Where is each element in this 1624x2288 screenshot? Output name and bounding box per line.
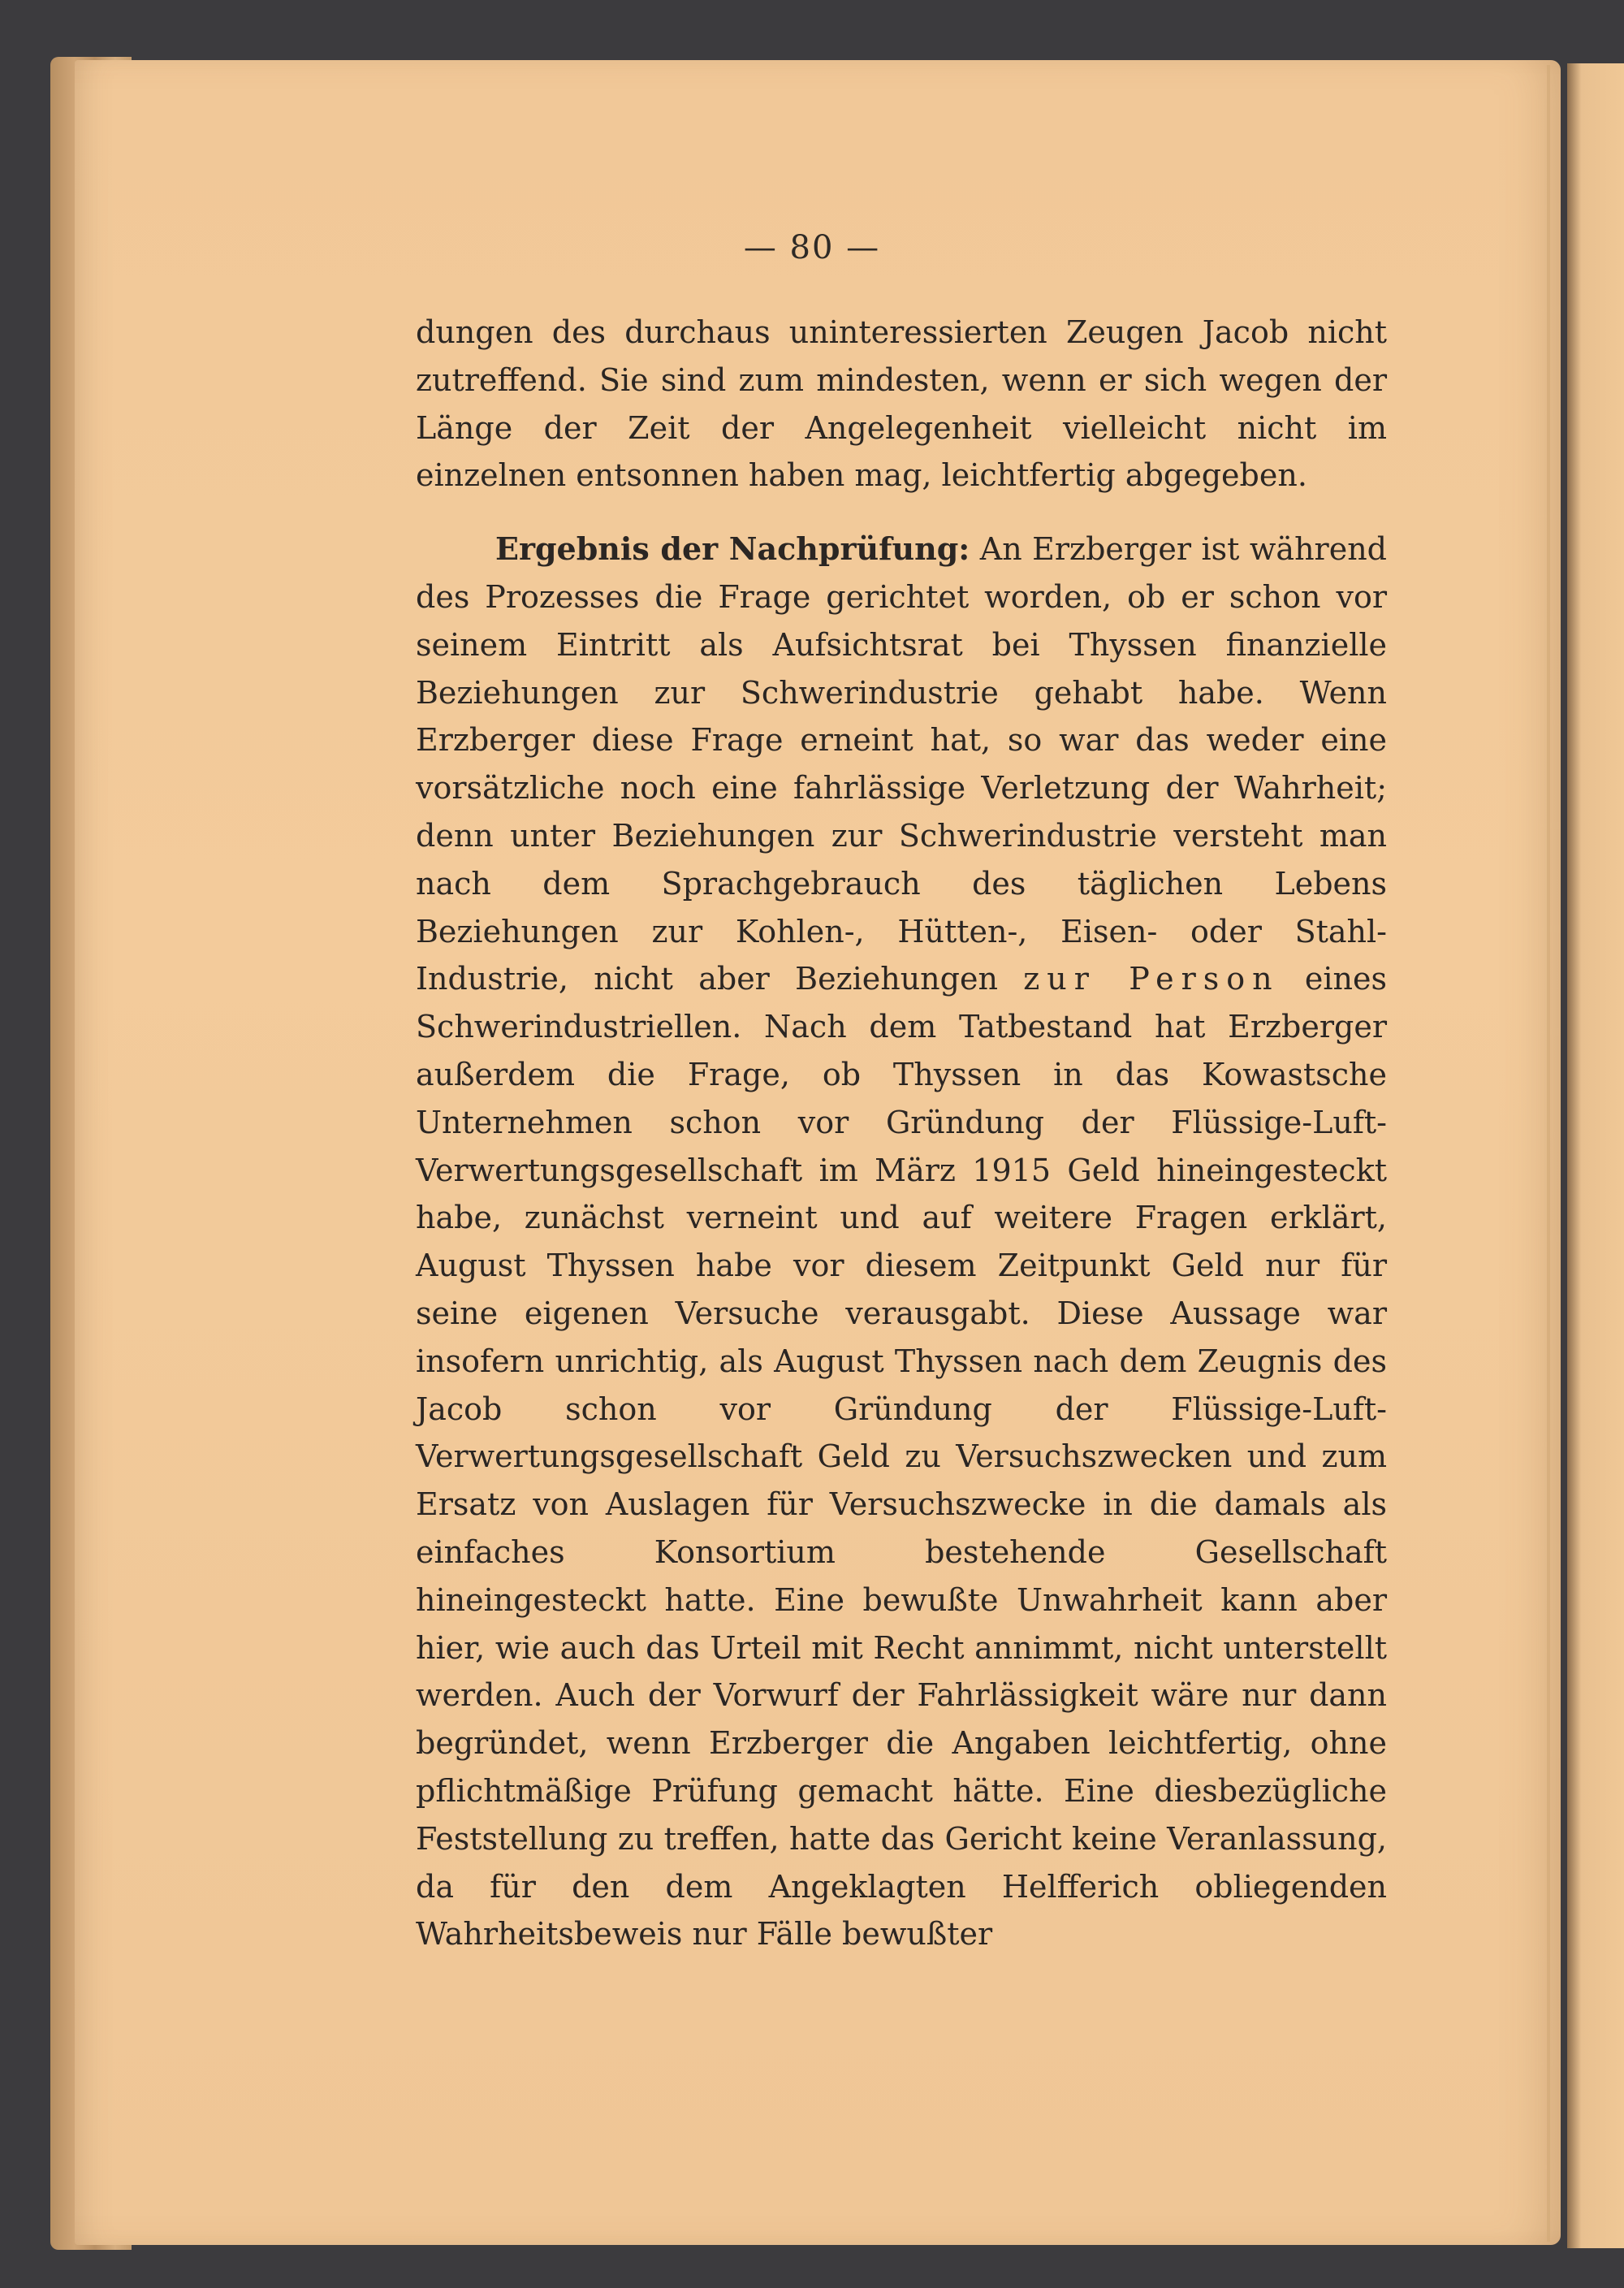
body-text [416,309,1387,1958]
page-number: — 80 — [743,229,881,266]
paragraph-2-text-a: An Erzberger ist während des Prozesses die Frage gerichtet worden, ob er schon vor seinem Eintritt als Aufsichtsrat bei Thyssen finanzielle Beziehungen zur Schwerindustrie gehabt habe. Wenn Erzberger diese Frage erneint hat, so war das weder eine vorsätzliche noch eine fahrlässige Verletzung der Wahrheit; denn unter Beziehungen zur Schwerindustrie versteht man nach dem Sprachgebrauch des täglichen Lebens Beziehungen zur Kohlen-, Hütten-, Eisen- oder Stahl-Industrie, nicht aber Beziehungen [416,531,1388,997]
paragraph-1: dungen des durchaus uninteressierten Zeugen Jacob nicht zutreffend. Sie sind zum mindesten, wenn er sich wegen der Länge der Zeit der Angelegenheit vielleicht nicht im einzelnen entsonnen haben mag, leichtfertig abgegeben. [416,314,1387,494]
emphasized-phrase: zur Person [1023,961,1280,997]
page-gutter [1547,65,1550,2242]
facing-page-edge [1567,63,1624,2248]
inline-heading: Ergebnis der Nachprüfung: [495,530,970,568]
paragraph-2 [416,526,1387,1958]
paragraph-2-text-b: eines Schwerindustriellen. Nach dem Tatbestand hat Erzberger außerdem die Frage, ob Thyssen in das Kowastsche Unternehmen schon vor Gründung der Flüssige-Luft-Verwertungsgesellschaft im März 1915 Geld hineingesteckt habe, zunächst verneint und auf weitere Fragen erklärt, August Thyssen habe vor diesem Zeitpunkt Geld nur für seine eigenen Versuche verausgabt. Diese Aussage war insofern unrichtig, als August Thyssen nach dem Zeugnis des Jacob schon vor Gründung der Flüssige-Luft-Verwertungsgesellschaft Geld zu Versuchszwecken und zum Ersatz von Auslagen für Versuchszwecke in die damals als einfaches Konsortium bestehende Gesellschaft hineingesteckt hatte. Eine bewußte Unwahrheit kann aber hier, wie auch das Urteil mit Recht annimmt, nicht unterstellt werden. Auch der Vorwurf der Fahrlässigkeit wäre nur dann begründet, wenn Erzberger die Angaben leichtfertig, ohne pflichtmäßige Prüfung gemacht hätte. Eine diesbezügliche Feststellung zu treffen, hatte das Gericht keine Veranlassung, da für den dem Angeklagten Helfferich obliegenden Wahrheitsbeweis nur Fälle bewußter [416,961,1388,1953]
